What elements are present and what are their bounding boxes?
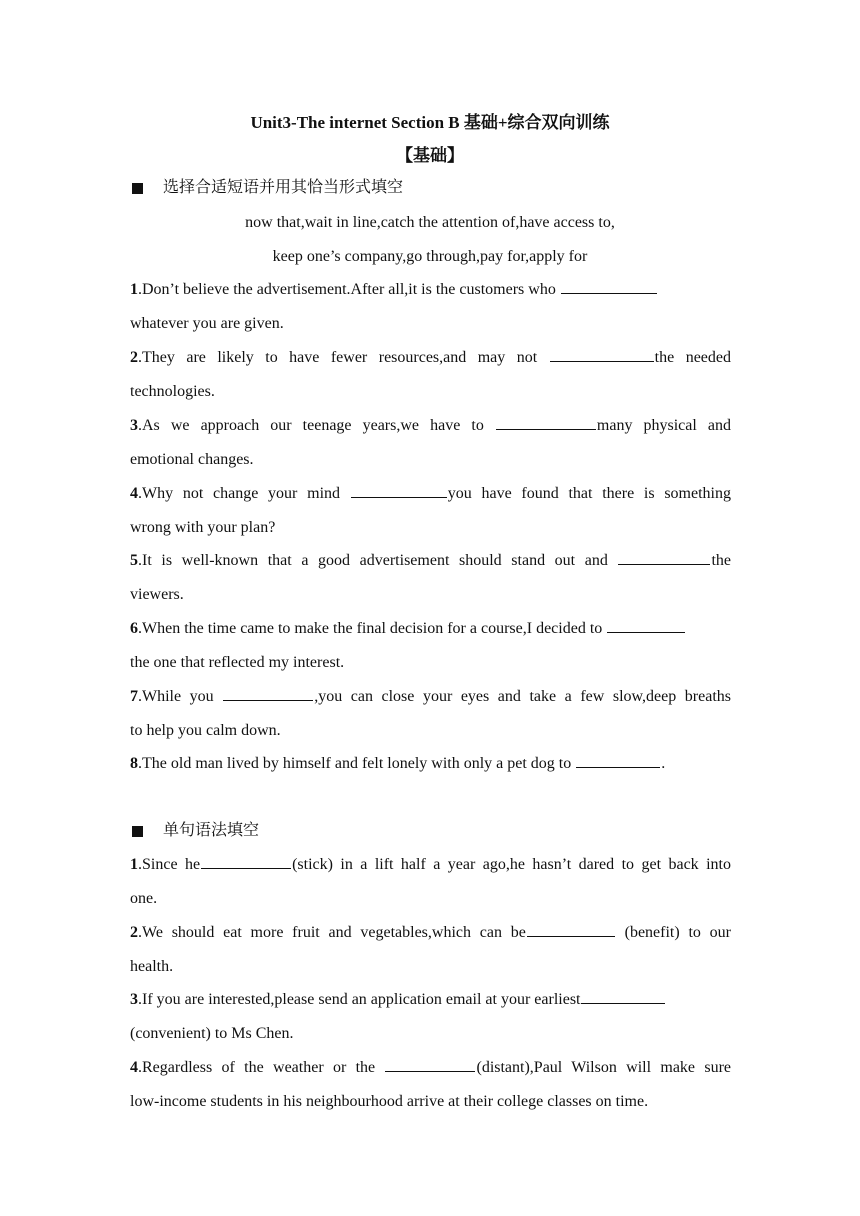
question-text-cont: viewers. (130, 586, 184, 603)
question-text: (benefit) to our (615, 924, 731, 941)
question-text: .Regardless of the weather or the (138, 1059, 385, 1076)
document-title: Unit3-The internet Section B 基础+综合双向训练 (250, 113, 610, 132)
question-number: 7 (130, 688, 138, 705)
question-text: .Don’t believe the advertisement.After all,it is the customers who (138, 281, 560, 298)
question-number: 1 (130, 281, 138, 298)
question-text: .If you are interested,please send an application email at your earliest (138, 991, 581, 1008)
question-number: 5 (130, 552, 138, 569)
question-text: (distant),Paul Wilson will make sure (476, 1059, 731, 1076)
answer-blank[interactable] (201, 852, 291, 869)
s1-question-1 (130, 273, 731, 341)
question-text-cont: (convenient) to Ms Chen. (130, 1025, 294, 1042)
answer-blank[interactable] (527, 920, 615, 937)
answer-blank[interactable] (581, 987, 665, 1004)
question-text-cont: one. (130, 890, 158, 907)
s1-question-2 (130, 341, 731, 409)
question-text: .While you (138, 688, 223, 705)
answer-blank[interactable] (351, 481, 447, 498)
answer-blank[interactable] (496, 413, 596, 430)
question-text: the (711, 552, 731, 569)
s1-question-4 (130, 477, 731, 545)
question-text: .When the time came to make the final decision for a course,I decided to (138, 620, 607, 637)
question-text: .They are likely to have fewer resources,and may not (138, 349, 549, 366)
answer-blank[interactable] (385, 1055, 475, 1072)
question-number: 1 (130, 856, 138, 873)
answer-blank[interactable] (223, 684, 313, 701)
question-text-cont: whatever you are given. (130, 315, 284, 332)
section1-heading-text: 选择合适短语并用其恰当形式填空 (163, 179, 404, 196)
s1-question-5 (130, 544, 731, 612)
answer-blank[interactable] (550, 345, 654, 362)
section2-heading (130, 820, 259, 842)
s2-question-3 (130, 983, 731, 1051)
question-text: .As we approach our teenage years,we have to (138, 417, 495, 434)
answer-blank[interactable] (576, 751, 660, 768)
answer-blank[interactable] (618, 548, 710, 565)
section-subtitle: 【基础】 (396, 146, 464, 165)
question-text: .We should eat more fruit and vegetables,which can be (138, 924, 526, 941)
question-text: .Why not change your mind (138, 485, 350, 502)
question-text-cont: low-income students in his neighbourhood arrive at their college classes on time. (130, 1093, 649, 1110)
question-text: you have found that there is something (447, 485, 731, 502)
phrase-bank-line-1: now that,wait in line,catch the attention of,have access to, (245, 214, 615, 231)
question-text: .The old man lived by himself and felt lonely with only a pet dog to (138, 755, 576, 772)
question-number: 4 (130, 485, 138, 502)
s1-question-7 (130, 680, 731, 748)
s1-question-8 (130, 747, 731, 781)
question-text: the needed (654, 349, 731, 366)
question-number: 2 (130, 924, 138, 941)
question-number: 3 (130, 417, 138, 434)
question-text: many physical and (596, 417, 732, 434)
question-number: 6 (130, 620, 138, 637)
section2-heading-text: 单句语法填空 (163, 822, 260, 839)
s1-question-3 (130, 409, 731, 477)
s1-question-6 (130, 612, 731, 680)
square-bullet-icon (132, 183, 143, 194)
answer-blank[interactable] (561, 277, 657, 294)
question-text: .Since he (138, 856, 201, 873)
phrase-bank-line-2: keep one’s company,go through,pay for,apply for (272, 248, 588, 265)
section1-heading (130, 177, 403, 199)
question-text-cont: the one that reflected my interest. (130, 654, 345, 671)
question-text: (stick) in a lift half a year ago,he hasn’t dared to get back into (292, 856, 731, 873)
answer-blank[interactable] (607, 616, 685, 633)
s2-question-4 (130, 1051, 731, 1119)
question-text-cont: health. (130, 958, 174, 975)
question-text-cont: technologies. (130, 383, 215, 400)
question-text: .It is well-known that a good advertisement should stand out and (138, 552, 618, 569)
question-number: 4 (130, 1059, 138, 1076)
question-number: 8 (130, 755, 138, 772)
question-number: 3 (130, 991, 138, 1008)
question-text-cont: wrong with your plan? (130, 519, 276, 536)
question-text: . (661, 755, 666, 772)
question-text-cont: to help you calm down. (130, 722, 281, 739)
square-bullet-icon (132, 826, 143, 837)
s2-question-1 (130, 848, 731, 916)
question-number: 2 (130, 349, 138, 366)
question-text-cont: emotional changes. (130, 451, 254, 468)
s2-question-2 (130, 916, 731, 984)
question-text: ,you can close your eyes and take a few slow,deep breaths (314, 688, 732, 705)
